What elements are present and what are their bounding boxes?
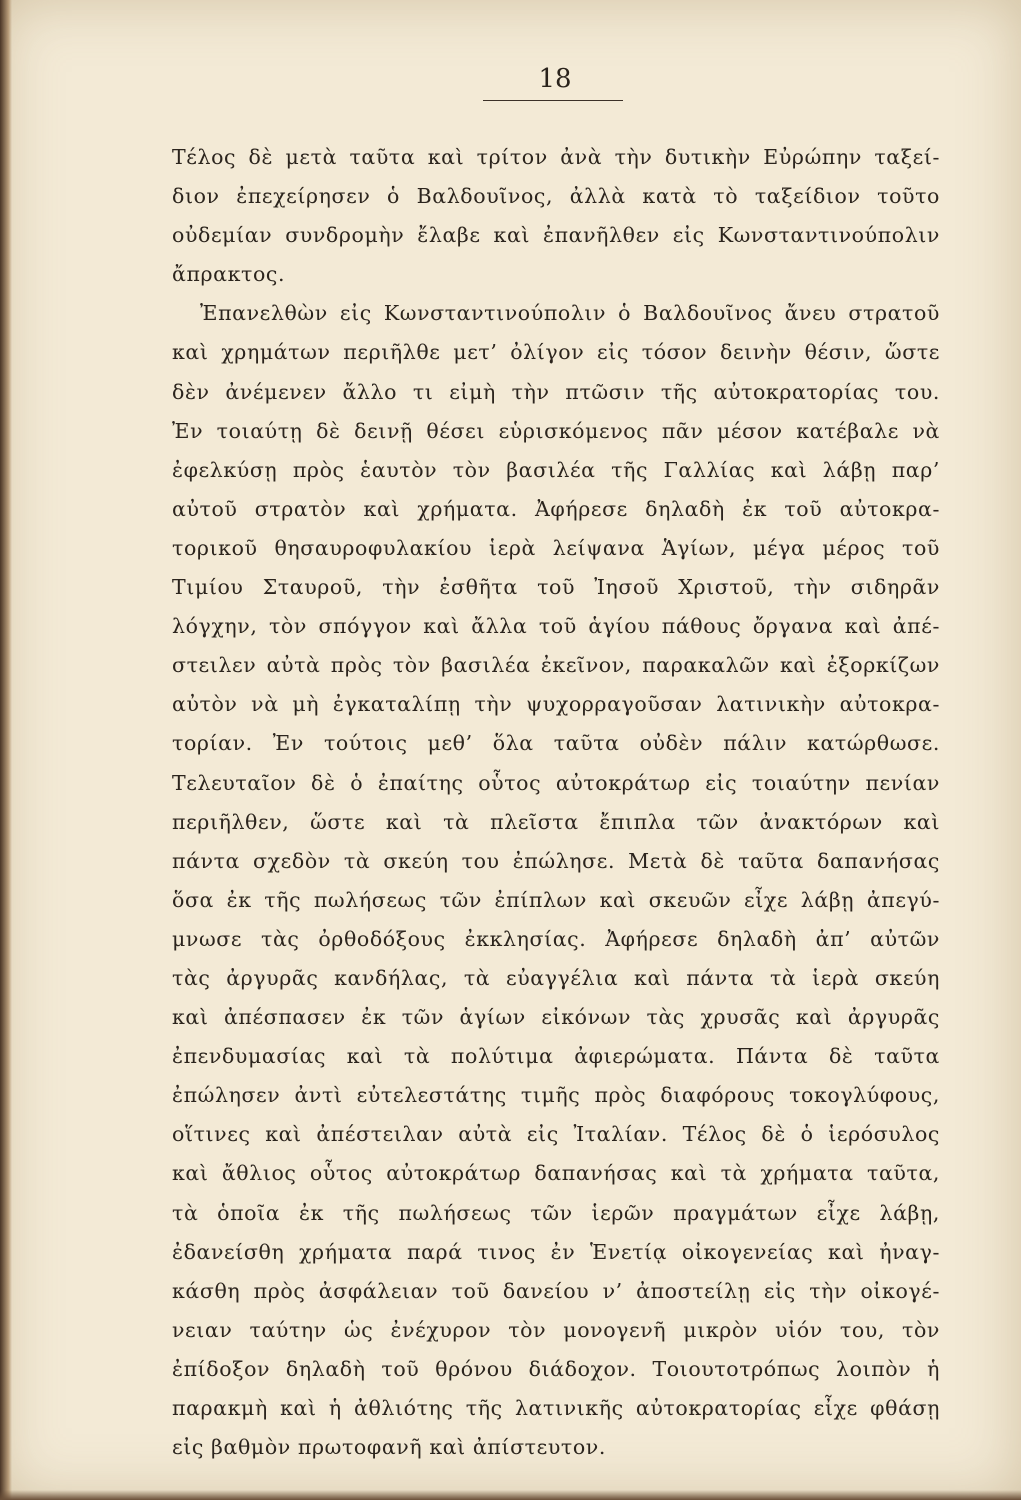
text-line: διον ἐπεχείρησεν ὁ Βαλδουῖνος, ἀλλὰ κατὰ τὸ ταξείδιον τοῦτο — [172, 184, 940, 209]
text-line: περιῆλθεν, ὥστε καὶ τὰ πλεῖστα ἔπιπλα τῶν ἀνακτόρων καὶ — [172, 809, 940, 834]
header-rule — [483, 100, 623, 101]
text-line: τὰ ὁποῖα ἐκ τῆς πωλήσεως τῶν ἱερῶν πραγμάτων εἶχε λάβῃ, — [172, 1200, 940, 1225]
text-line: δὲν ἀνέμενεν ἄλλο τι εἰμὴ τὴν πτῶσιν τῆς αὐτοκρατορίας του. — [172, 379, 940, 404]
text-line: τορίαν. Ἐν τούτοις μεθ’ ὅλα ταῦτα οὐδὲν πάλιν κατώρθωσε. — [172, 731, 940, 756]
text-line: παρακμὴ καὶ ἡ ἀθλιότης τῆς λατινικῆς αὐτοκρατορίας εἶχε φθάσῃ — [172, 1396, 940, 1420]
text-line: ἐπώλησεν ἀντὶ εὐτελεστάτης τιμῆς πρὸς διαφόρους τοκογλύφους, — [172, 1083, 940, 1108]
text-line: αὐτοῦ στρατὸν καὶ χρήματα. Ἀφήρεσε δηλαδὴ ἐκ τοῦ αὐτοκρα- — [172, 496, 940, 521]
text-line: αὐτὸν νὰ μὴ ἐγκαταλίπῃ τὴν ψυχορραγοῦσαν λατινικὴν αὐτοκρα- — [172, 692, 940, 717]
text-line: καὶ ἀπέσπασεν ἐκ τῶν ἁγίων εἰκόνων τὰς χρυσᾶς καὶ ἀργυρᾶς — [172, 1005, 940, 1030]
text-line: κάσθη πρὸς ἀσφάλειαν τοῦ δανείου ν’ ἀποστείλῃ εἰς τὴν οἰκογέ- — [172, 1278, 940, 1303]
text-line: νειαν ταύτην ὡς ἐνέχυρον τὸν μονογενῆ μικρὸν υἱόν του, τὸν — [172, 1317, 940, 1342]
text-line: οἵτινες καὶ ἀπέστειλαν αὐτὰ εἰς Ἰταλίαν. Τέλος δὲ ὁ ἱερόσυλος — [172, 1122, 940, 1147]
text-line: λόγχην, τὸν σπόγγον καὶ ἄλλα τοῦ ἁγίου πάθους ὄργανα καὶ ἀπέ- — [172, 614, 940, 639]
text-line: πάντα σχεδὸν τὰ σκεύη του ἐπώλησε. Μετὰ δὲ ταῦτα δαπανήσας — [172, 848, 940, 873]
text-line: καὶ ἄθλιος οὗτος αὐτοκράτωρ δαπανήσας καὶ τὰ χρήματα ταῦτα, — [172, 1161, 940, 1186]
text-line: Ἐν τοιαύτῃ δὲ δεινῇ θέσει εὑρισκόμενος πᾶν μέσον κατέβαλε νὰ — [172, 418, 940, 443]
text-line: τὰς ἀργυρᾶς κανδήλας, τὰ εὐαγγέλια καὶ πάντα τὰ ἱερὰ σκεύη — [172, 965, 940, 990]
text-line: οὐδεμίαν συνδρομὴν ἔλαβε καὶ ἐπανῆλθεν εἰς Κωνσταντινούπολιν — [172, 223, 940, 248]
page-bottom-edge — [0, 1490, 1021, 1500]
text-line: Ἐπανελθὼν εἰς Κωνσταντινούπολιν ὁ Βαλδουῖνος ἄνευ στρατοῦ — [200, 301, 940, 326]
text-line: Τέλος δὲ μετὰ ταῦτα καὶ τρίτον ἀνὰ τὴν δυτικὴν Εὐρώπην ταξεί- — [172, 145, 940, 169]
text-line: ἐπενδυμασίας καὶ τὰ πολύτιμα ἀφιερώματα. Πάντα δὲ ταῦτα — [172, 1044, 940, 1069]
text-line: Τελευταῖον δὲ ὁ ἐπαίτης οὗτος αὐτοκράτωρ εἰς τοιαύτην πενίαν — [172, 770, 940, 795]
text-line: καὶ χρημάτων περιῆλθε μετ’ ὀλίγον εἰς τόσον δεινὴν θέσιν, ὥστε — [172, 340, 940, 365]
text-line: στειλεν αὐτὰ πρὸς τὸν βασιλέα ἐκεῖνον, παρακαλῶν καὶ ἐξορκίζων — [172, 653, 940, 678]
text-line: ὅσα ἐκ τῆς πωλήσεως τῶν ἐπίπλων καὶ σκευῶν εἶχε λάβῃ ἀπεγύ- — [172, 887, 940, 912]
page-left-edge — [0, 0, 12, 1500]
page-number: 18 — [538, 64, 572, 94]
body-text — [172, 138, 940, 1467]
text-line: ἄπρακτος. — [172, 262, 286, 287]
text-line: ἐφελκύσῃ πρὸς ἑαυτὸν τὸν βασιλέα τῆς Γαλλίας καὶ λάβῃ παρ’ — [172, 457, 940, 482]
text-line: μνωσε τὰς ὀρθοδόξους ἐκκλησίας. Ἀφήρεσε δηλαδὴ ἀπ’ αὐτῶν — [172, 926, 940, 951]
text-line: εἰς βαθμὸν πρωτοφανῆ καὶ ἀπίστευτον. — [172, 1435, 606, 1460]
text-line: τορικοῦ θησαυροφυλακίου ἱερὰ λείψανα Ἁγίων, μέγα μέρος τοῦ — [172, 535, 940, 560]
text-line: ἐδανείσθη χρήματα παρά τινος ἐν Ἑνετίᾳ οἰκογενείας καὶ ἠναγ- — [172, 1239, 940, 1264]
text-line: ἐπίδοξον δηλαδὴ τοῦ θρόνου διάδοχον. Τοιουτοτρόπως λοιπὸν ἡ — [172, 1356, 940, 1381]
text-line: Τιμίου Σταυροῦ, τὴν ἐσθῆτα τοῦ Ἰησοῦ Χριστοῦ, τὴν σιδηρᾶν — [172, 575, 940, 600]
